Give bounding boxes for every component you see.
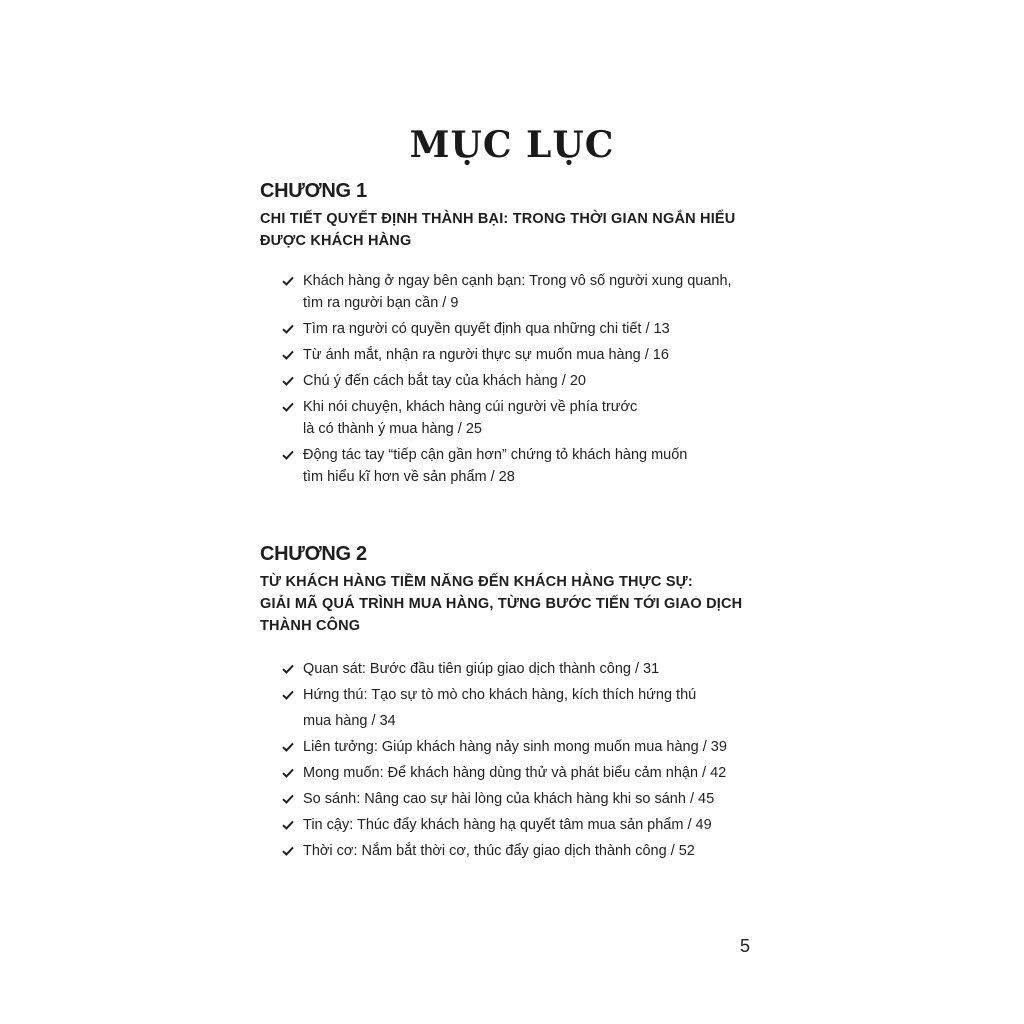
toc-entry-line: Khi nói chuyện, khách hàng cúi người về phía trước [303, 399, 638, 415]
toc-entry-line: Quan sát: Bước đầu tiên giúp giao dịch thành công / 31 [303, 661, 660, 677]
toc-entry[interactable] [260, 270, 780, 314]
toc-entry-line: mua hàng / 34 [303, 713, 396, 729]
check-icon [282, 344, 296, 366]
chapter-heading-line: THÀNH CÔNG [260, 618, 361, 634]
check-icon [282, 736, 296, 758]
toc-entry-line: Mong muốn: Để khách hàng dùng thử và phát biểu cảm nhận / 42 [303, 765, 727, 781]
toc-entry[interactable] [260, 838, 780, 864]
check-icon [282, 370, 296, 392]
toc-entry-line: Khách hàng ở ngay bên cạnh bạn: Trong vô số người xung quanh, [303, 273, 732, 289]
check-icon [282, 762, 296, 784]
toc-entries [260, 270, 780, 488]
check-icon [282, 840, 296, 862]
toc-entry-line: Liên tưởng: Giúp khách hàng nảy sinh mong muốn mua hàng / 39 [303, 739, 727, 755]
toc-entry[interactable] [260, 444, 780, 488]
check-icon [282, 396, 296, 418]
toc-entry[interactable] [260, 344, 780, 366]
toc-entry[interactable] [260, 682, 780, 734]
toc-entry-line: là có thành ý mua hàng / 25 [303, 421, 482, 437]
toc-entry-line: Từ ánh mắt, nhận ra người thực sự muốn mua hàng / 16 [303, 347, 669, 363]
toc-entry[interactable] [260, 760, 780, 786]
check-icon [282, 444, 296, 466]
page-number: 5 [740, 936, 751, 956]
check-icon [282, 658, 296, 680]
chapter-heading-line: TỪ KHÁCH HÀNG TIỀM NĂNG ĐẾN KHÁCH HÀNG THỰC SỰ: [260, 574, 693, 590]
page-title: MỤC LỤC [409, 124, 615, 166]
toc-entry-line: tìm ra người bạn cần / 9 [303, 295, 459, 311]
chapter-heading [260, 208, 780, 252]
toc-entry[interactable] [260, 370, 780, 392]
toc-entry[interactable] [260, 396, 780, 440]
toc-entry-line: Chú ý đến cách bắt tay của khách hàng / 20 [303, 373, 586, 389]
check-icon [282, 684, 296, 706]
chapter-heading-line: GIẢI MÃ QUÁ TRÌNH MUA HÀNG, TỪNG BƯỚC TIẾN TỚI GIAO DỊCH [260, 596, 743, 612]
toc-entry-line: Động tác tay “tiếp cận gần hơn” chứng tỏ khách hàng muốn [303, 447, 688, 463]
toc-entries [260, 656, 780, 864]
toc-entry-line: Thời cơ: Nắm bắt thời cơ, thúc đẩy giao dịch thành công / 52 [303, 843, 695, 859]
chapter-2 [260, 541, 780, 864]
toc-entry-line: Hứng thú: Tạo sự tò mò cho khách hàng, kích thích hứng thú [303, 687, 697, 703]
check-icon [282, 270, 296, 292]
toc-entry-line: So sánh: Nâng cao sự hài lòng của khách hàng khi so sánh / 45 [303, 791, 715, 807]
toc-entry-line: tìm hiểu kĩ hơn về sản phẩm / 28 [303, 469, 515, 485]
check-icon [282, 814, 296, 836]
check-icon [282, 788, 296, 810]
chapter-1 [260, 178, 780, 492]
chapter-heading-line: ĐƯỢC KHÁCH HÀNG [260, 233, 412, 249]
toc-entry[interactable] [260, 656, 780, 682]
chapter-label: CHƯƠNG 2 [260, 543, 367, 565]
toc-entry[interactable] [260, 318, 780, 340]
toc-entry[interactable] [260, 786, 780, 812]
toc-entry-line: Tìm ra người có quyền quyết định qua những chi tiết / 13 [303, 321, 670, 337]
chapter-heading [260, 571, 780, 637]
chapter-label: CHƯƠNG 1 [260, 180, 367, 202]
check-icon [282, 318, 296, 340]
toc-entry[interactable] [260, 734, 780, 760]
toc-entry[interactable] [260, 812, 780, 838]
chapter-heading-line: CHI TIẾT QUYẾT ĐỊNH THÀNH BẠI: TRONG THỜI GIAN NGẮN HIỂU [260, 211, 736, 227]
toc-entry-line: Tin cậy: Thúc đẩy khách hàng hạ quyết tâm mua sản phẩm / 49 [303, 817, 712, 833]
